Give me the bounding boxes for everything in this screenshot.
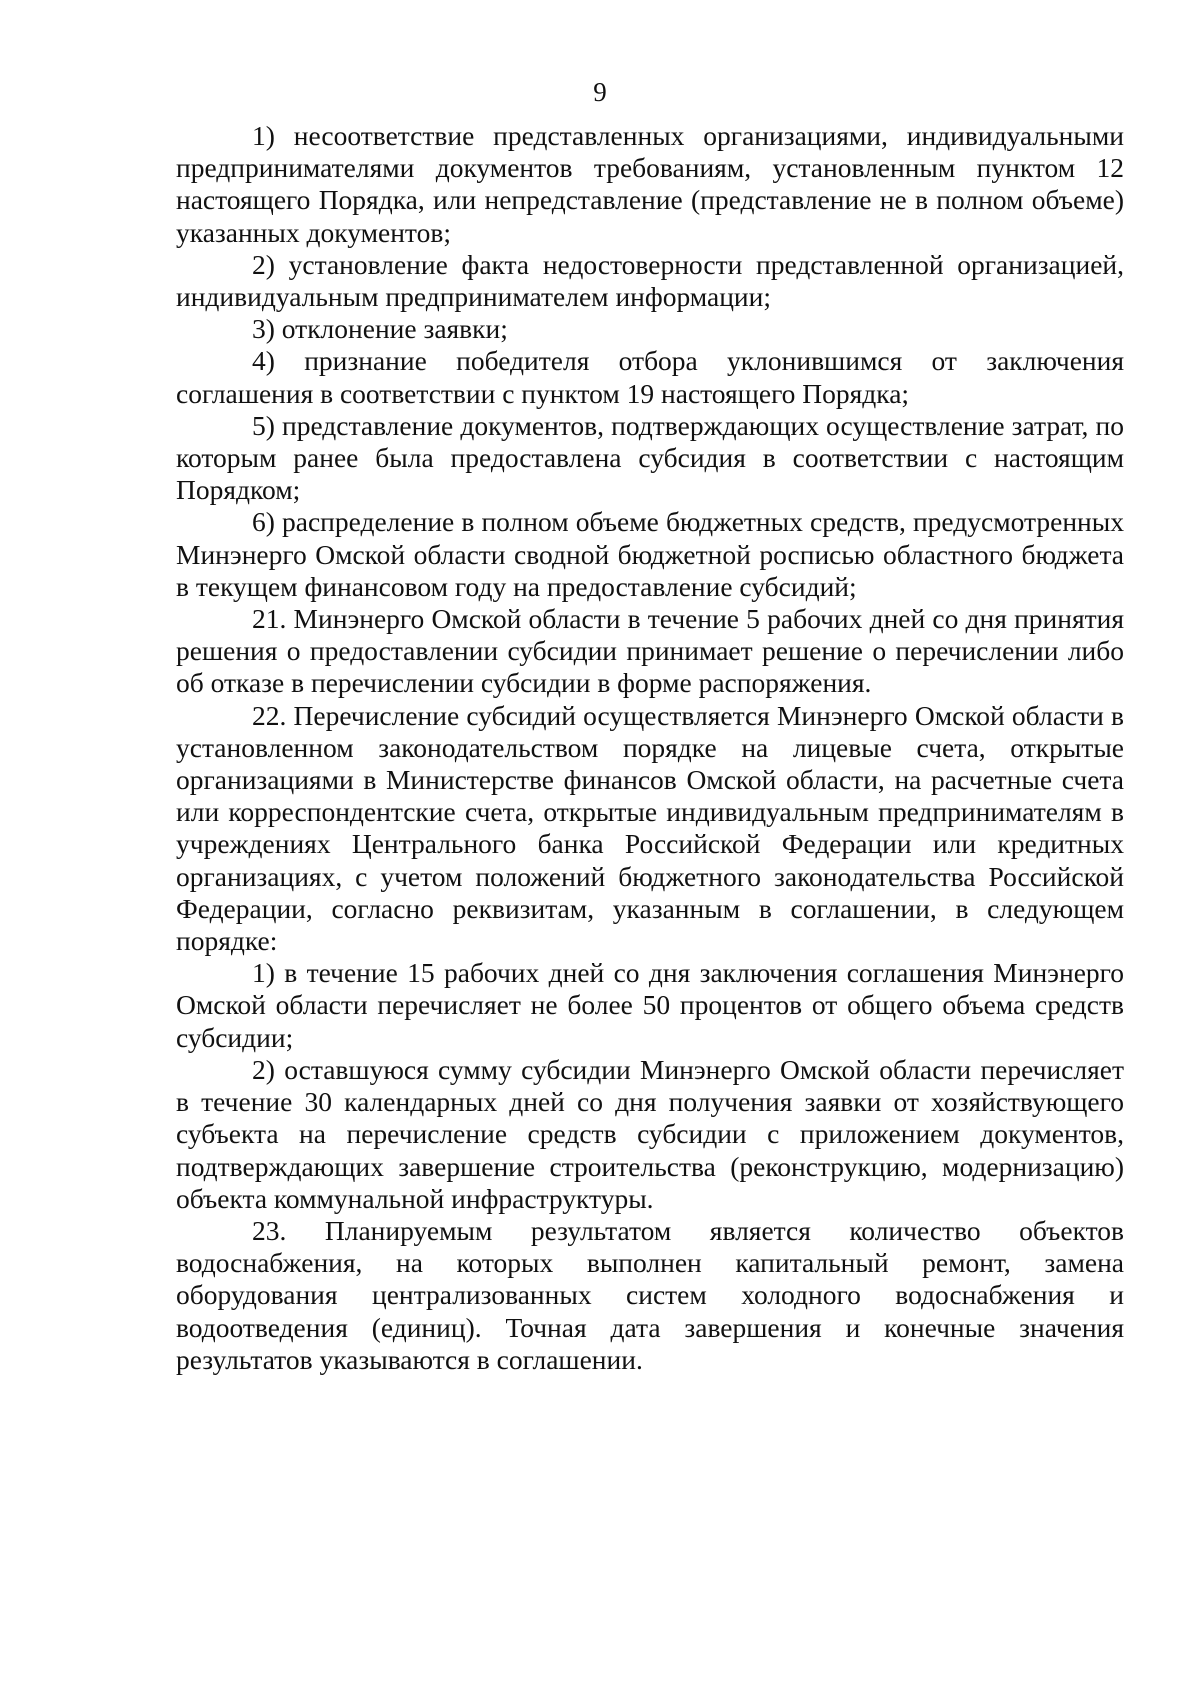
paragraph-7: 21. Минэнерго Омской области в течение 5 рабочих дней со дня принятия решения о предоставлении субсидии принимает решение о перечислении либо об отказе в перечислении субсидии в форме распоряжения. — [176, 603, 1124, 699]
paragraph-2: 2) установление факта недостоверности представленной организацией, индивидуальным предпринимателем информации; — [176, 248, 1124, 313]
page-number: 9 — [593, 77, 607, 107]
paragraph-3: 3) отклонение заявки; — [252, 313, 508, 345]
document-body — [176, 120, 1124, 1376]
paragraph-8: 22. Перечисление субсидий осуществляется Минэнерго Омской области в установленном законодательством порядке на лицевые счета, открытые организациями в Министерстве финансов Омской области, на расчетные счета или корреспондентские счета, открытые индивидуальным предпринимателям в учреждениях Центрального банка Российской Федерации или кредитных организациях, с учетом положений бюджетного законодательства Российской Федерации, согласно реквизитам, указанным в соглашении, в следующем порядке: — [176, 699, 1124, 957]
paragraph-6: 6) распределение в полном объеме бюджетных средств, предусмотренных Минэнерго Омской области сводной бюджетной росписью областного бюджета в текущем финансовом году на предоставление субсидий; — [176, 506, 1124, 602]
paragraph-10: 2) оставшуюся сумму субсидии Минэнерго Омской области перечисляет в течение 30 календарных дней со дня получения заявки от хозяйствующего субъекта на перечисление средств субсидии с приложением документов, подтверждающих завершение строительства (реконструкцию, модернизацию) объекта коммунальной инфраструктуры. — [176, 1053, 1124, 1214]
paragraph-1: 1) несоответствие представленных организациями, индивидуальными предпринимателями документов требованиям, установленным пунктом 12 настоящего Порядка, или непредставление (представление не в полном объеме) указанных документов; — [176, 120, 1124, 248]
paragraph-5: 5) представление документов, подтверждающих осуществление затрат, по которым ранее была предоставлена субсидия в соответствии с настоящим Порядком; — [176, 409, 1124, 506]
paragraph-9: 1) в течение 15 рабочих дней со дня заключения соглашения Минэнерго Омской области перечисляет не более 50 процентов от общего объема средств субсидии; — [176, 957, 1124, 1053]
paragraph-4: 4) признание победителя отбора уклонившимся от заключения соглашения в соответствии с пунктом 19 настоящего Порядка; — [176, 345, 1124, 409]
paragraph-11: 23. Планируемым результатом является количество объектов водоснабжения, на которых выполнен капитальный ремонт, замена оборудования централизованных систем холодного водоснабжения и водоотведения (единиц). Точная дата завершения и конечные значения результатов указываются в соглашении. — [176, 1214, 1124, 1375]
